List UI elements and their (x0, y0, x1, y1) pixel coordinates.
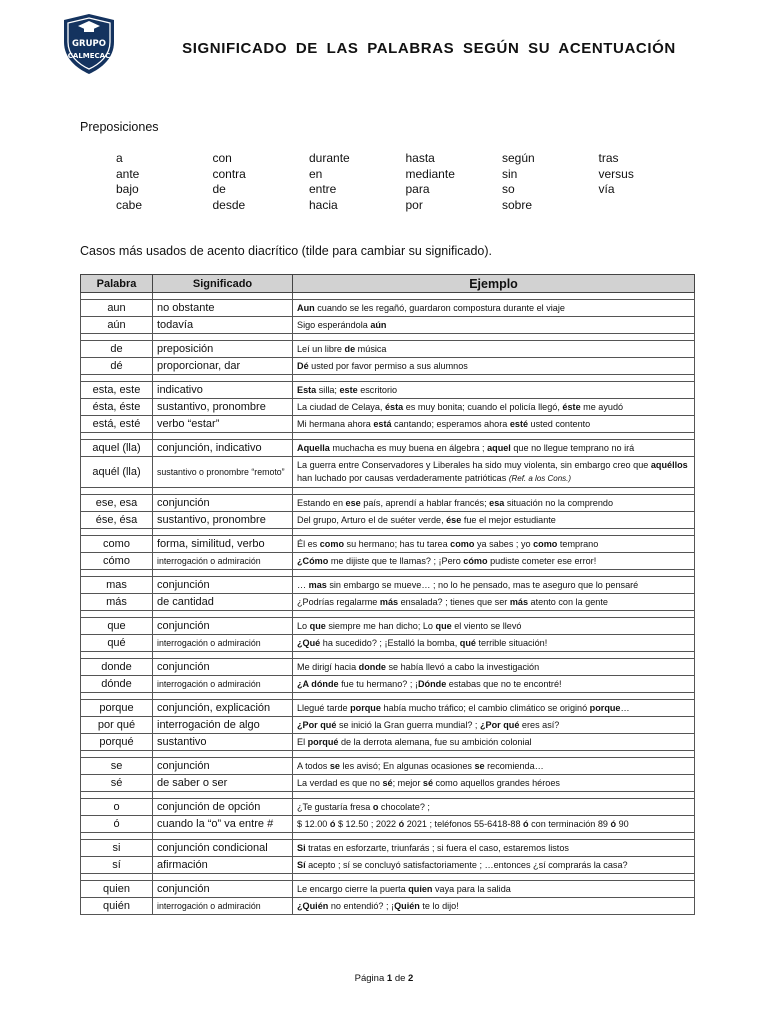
meaning-cell: interrogación o admiración (153, 553, 293, 570)
meaning-cell: de cantidad (153, 594, 293, 611)
example-cell: Sigo esperándola aún (293, 317, 695, 334)
group-separator (81, 375, 695, 382)
preposition-word: de (212, 182, 226, 196)
preposition-word (599, 198, 696, 214)
preposition-word: sin (502, 166, 518, 181)
svg-text:GRUPO: GRUPO (72, 39, 106, 49)
page-title: SIGNIFICADO DE LAS PALABRAS SEGÚN SU ACENTUACIÓN (182, 40, 676, 57)
meaning-cell: interrogación de algo (153, 717, 293, 734)
word-cell: qué (81, 635, 153, 652)
meaning-cell: todavía (153, 317, 293, 334)
example-cell: La guerra entre Conservadores y Liberales ha sido muy violenta, sin embargo creo que aquéllos han luchado por causas verdaderamente patrióticas (Ref. a los Cons.) (293, 457, 695, 488)
footer-of-word: de (394, 973, 406, 984)
group-separator (81, 433, 695, 440)
word-cell: donde (81, 659, 153, 676)
table-row (81, 758, 695, 775)
table-row (81, 775, 695, 792)
example-cell: Estando en ese país, aprendí a hablar francés; esa situación no la comprendo (293, 495, 695, 512)
word-cell: más (81, 594, 153, 611)
meaning-cell: conjunción (153, 659, 293, 676)
example-cell: La ciudad de Celaya, ésta es muy bonita; cuando el policía llegó, éste me ayudó (293, 399, 695, 416)
group-separator (81, 570, 695, 577)
table-row (81, 300, 695, 317)
example-cell: Le encargo cierre la puerta quien vaya para la salida (293, 881, 695, 898)
preposition-word: durante (309, 151, 350, 165)
meaning-cell: cuando la “o” va entre # (153, 816, 293, 833)
meaning-cell: conjunción condicional (153, 840, 293, 857)
footer-page-word: Página (354, 973, 385, 984)
col-header-palabra: Palabra (81, 275, 153, 293)
meaning-cell: de saber o ser (153, 775, 293, 792)
word-cell: aún (81, 317, 153, 334)
word-cell: aun (81, 300, 153, 317)
preposition-word: hacia (309, 197, 338, 212)
meaning-cell: conjunción (153, 495, 293, 512)
footer-page-number: 1 (386, 973, 393, 984)
word-cell: aquél (lla) (81, 457, 153, 488)
group-separator (81, 611, 695, 618)
preposition-word: hasta (405, 151, 435, 165)
meaning-cell: sustantivo, pronombre (153, 512, 293, 529)
group-separator (81, 529, 695, 536)
word-cell: dónde (81, 676, 153, 693)
table-row (81, 816, 695, 833)
table-header-row (81, 275, 695, 293)
table-row (81, 635, 695, 652)
preposition-word: bajo (116, 182, 139, 196)
example-cell: Mi hermana ahora está cantando; esperamos ahora esté usted contento (293, 416, 695, 433)
preposition-word: so (502, 182, 515, 196)
word-cell: ó (81, 816, 153, 833)
table-row (81, 536, 695, 553)
example-cell: La verdad es que no sé; mejor sé como aquellos grandes héroes (293, 775, 695, 792)
word-cell: está, esté (81, 416, 153, 433)
word-cell: mas (81, 577, 153, 594)
word-cell: o (81, 799, 153, 816)
group-separator (81, 488, 695, 495)
word-cell: sé (81, 775, 153, 792)
example-cell: ¿Quién no entendió? ; ¡Quién te lo dijo! (293, 898, 695, 915)
preposition-word: desde (212, 197, 246, 212)
table-row (81, 457, 695, 488)
example-cell: ¿Por qué se inició la Gran guerra mundial? ; ¿Por qué eres así? (293, 717, 695, 734)
table-row (81, 495, 695, 512)
table-row (81, 317, 695, 334)
table-row (81, 399, 695, 416)
group-separator (81, 833, 695, 840)
svg-text:CALMECAC: CALMECAC (67, 52, 111, 60)
example-cell: El porqué de la derrota alemana, fue su ambición colonial (293, 734, 695, 751)
example-cell: … mas sin embargo se mueve… ; no lo he pensado, mas te aseguro que lo pensaré (293, 577, 695, 594)
col-header-ejemplo: Ejemplo (293, 275, 695, 293)
preposition-word: mediante (405, 166, 455, 181)
prepositions-grid (116, 151, 696, 213)
meaning-cell: conjunción, indicativo (153, 440, 293, 457)
example-cell: A todos se les avisó; En algunas ocasiones se recomienda… (293, 758, 695, 775)
table-row (81, 341, 695, 358)
preposition-word: entre (309, 182, 337, 196)
word-cell: se (81, 758, 153, 775)
table-row (81, 416, 695, 433)
group-separator (81, 334, 695, 341)
preposition-word: ante (116, 166, 140, 181)
diacritic-table (80, 274, 695, 915)
meaning-cell: conjunción (153, 758, 293, 775)
grupo-calmecac-logo (60, 12, 118, 76)
example-cell: Llegué tarde porque había mucho tráfico; el cambio climático se originó porque… (293, 700, 695, 717)
group-separator (81, 751, 695, 758)
word-cell: si (81, 840, 153, 857)
table-row (81, 440, 695, 457)
meaning-cell: no obstante (153, 300, 293, 317)
meaning-cell: interrogación o admiración (153, 676, 293, 693)
prepositions-heading: Preposiciones (80, 120, 159, 134)
meaning-cell: preposición (153, 341, 293, 358)
preposition-word: versus (598, 166, 634, 181)
word-cell: como (81, 536, 153, 553)
word-cell: porque (81, 700, 153, 717)
meaning-cell: conjunción (153, 618, 293, 635)
word-cell: que (81, 618, 153, 635)
word-cell: ése, ésa (81, 512, 153, 529)
example-cell: Del grupo, Arturo el de suéter verde, ése fue el mejor estudiante (293, 512, 695, 529)
example-cell: Sí acepto ; sí se concluyó satisfactoriamente ; …entonces ¿sí comprarás la casa? (293, 857, 695, 874)
preposition-word: a (116, 151, 123, 165)
preposition-word: en (309, 166, 323, 181)
word-cell: ésta, éste (81, 399, 153, 416)
example-cell: ¿Te gustaría fresa o chocolate? ; (293, 799, 695, 816)
group-separator (81, 652, 695, 659)
word-cell: por qué (81, 717, 153, 734)
table-row (81, 618, 695, 635)
group-separator (81, 693, 695, 700)
page-footer (0, 973, 768, 984)
preposition-word: por (405, 197, 423, 212)
meaning-cell: conjunción (153, 881, 293, 898)
example-cell: Esta silla; este escritorio (293, 382, 695, 399)
preposition-word: tras (598, 151, 619, 165)
table-row (81, 840, 695, 857)
table-row (81, 717, 695, 734)
example-cell: ¿Podrías regalarme más ensalada? ; tienes que ser más atento con la gente (293, 594, 695, 611)
table-row (81, 358, 695, 375)
table-row (81, 594, 695, 611)
example-cell: Si tratas en esforzarte, triunfarás ; si fuera el caso, estaremos listos (293, 840, 695, 857)
meaning-cell: afirmación (153, 857, 293, 874)
example-cell: ¿A dónde fue tu hermano? ; ¡Dónde estabas que no te encontré! (293, 676, 695, 693)
meaning-cell: interrogación o admiración (153, 898, 293, 915)
table-row (81, 734, 695, 751)
word-cell: cómo (81, 553, 153, 570)
example-cell: Aun cuando se les regañó, guardaron compostura durante el viaje (293, 300, 695, 317)
meaning-cell: indicativo (153, 382, 293, 399)
preposition-word: para (405, 182, 430, 196)
word-cell: sí (81, 857, 153, 874)
group-separator (81, 293, 695, 300)
example-cell: $ 12.00 ó $ 12.50 ; 2022 ó 2021 ; teléfonos 55-6418-88 ó con terminación 89 ó 90 (293, 816, 695, 833)
preposition-word: contra (212, 166, 246, 181)
meaning-cell: verbo “estar” (153, 416, 293, 433)
meaning-cell: sustantivo o pronombre “remoto” (153, 457, 293, 488)
preposition-word: sobre (502, 197, 533, 212)
preposition-word: con (212, 151, 232, 165)
col-header-significado: Significado (153, 275, 293, 293)
table-row (81, 799, 695, 816)
footer-page-total: 2 (408, 973, 414, 984)
table-row (81, 881, 695, 898)
preposition-word: cabe (116, 197, 143, 212)
example-cell: Él es como su hermano; has tu tarea como ya sabes ; yo como temprano (293, 536, 695, 553)
table-row (81, 577, 695, 594)
group-separator (81, 874, 695, 881)
table-row (81, 553, 695, 570)
table-row (81, 676, 695, 693)
preposition-word: según (502, 151, 535, 165)
meaning-cell: sustantivo (153, 734, 293, 751)
meaning-cell: conjunción, explicación (153, 700, 293, 717)
meaning-cell: conjunción (153, 577, 293, 594)
word-cell: aquel (lla) (81, 440, 153, 457)
table-row (81, 898, 695, 915)
word-cell: quien (81, 881, 153, 898)
table-row (81, 700, 695, 717)
example-cell: Me dirigí hacia donde se había llevó a cabo la investigación (293, 659, 695, 676)
example-cell: Leí un libre de música (293, 341, 695, 358)
table-row (81, 857, 695, 874)
example-cell: ¿Qué ha sucedido? ; ¡Estalló la bomba, qué terrible situación! (293, 635, 695, 652)
example-cell: Lo que siempre me han dicho; Lo que el viento se llevó (293, 618, 695, 635)
word-cell: porqué (81, 734, 153, 751)
meaning-cell: interrogación o admiración (153, 635, 293, 652)
word-cell: esta, este (81, 382, 153, 399)
table-row (81, 659, 695, 676)
meaning-cell: forma, similitud, verbo (153, 536, 293, 553)
word-cell: quién (81, 898, 153, 915)
example-cell: ¿Cómo me dijiste que te llamas? ; ¡Pero cómo pudiste cometer ese error! (293, 553, 695, 570)
diacritic-heading: Casos más usados de acento diacrítico (tilde para cambiar su significado). (80, 244, 493, 258)
table-row (81, 382, 695, 399)
table-row (81, 512, 695, 529)
word-cell: ese, esa (81, 495, 153, 512)
preposition-word: vía (598, 182, 615, 196)
word-cell: de (81, 341, 153, 358)
meaning-cell: proporcionar, dar (153, 358, 293, 375)
group-separator (81, 792, 695, 799)
example-cell: Aquella muchacha es muy buena en álgebra ; aquel que no llegue temprano no irá (293, 440, 695, 457)
word-cell: dé (81, 358, 153, 375)
example-cell: Dé usted por favor permiso a sus alumnos (293, 358, 695, 375)
meaning-cell: sustantivo, pronombre (153, 399, 293, 416)
meaning-cell: conjunción de opción (153, 799, 293, 816)
